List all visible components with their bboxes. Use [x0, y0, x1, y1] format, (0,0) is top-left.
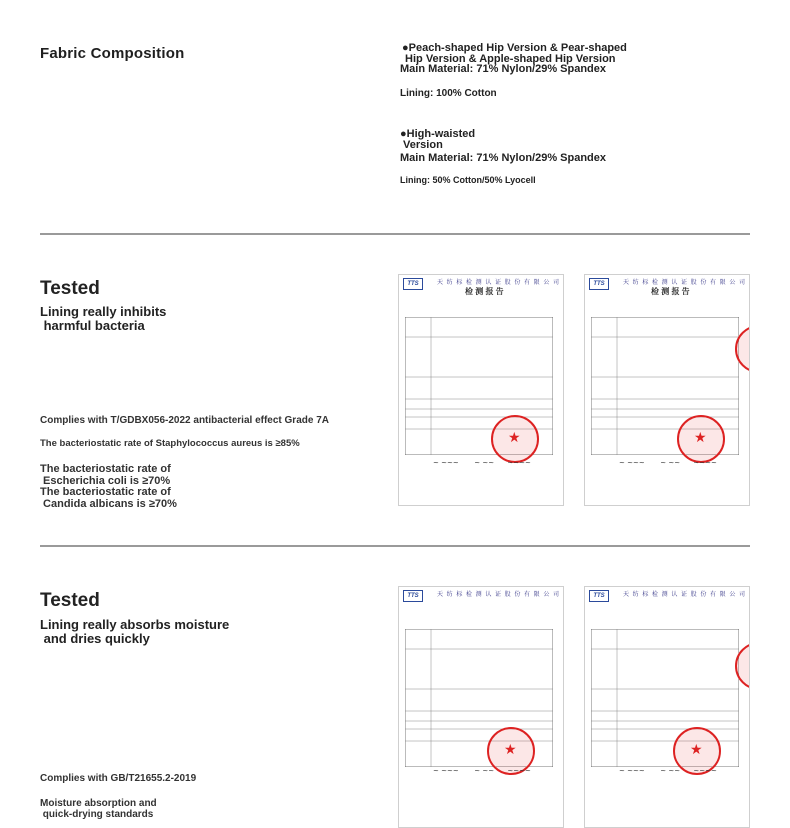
report-logo: TTS [589, 278, 609, 290]
report-organization: 天 纺 标 检 测 认 证 股 份 有 限 公 司 [623, 592, 747, 598]
report-logo: TTS [403, 590, 423, 602]
report-organization: 天 纺 标 检 测 认 证 股 份 有 限 公 司 [437, 592, 561, 598]
composition-bullet-hip-versions-cont: Hip Version & Apple-shaped Hip Version [402, 53, 616, 65]
antibacterial-standard: Complies with T/GDBX056-2022 antibacterial effect Grade 7A [40, 415, 329, 426]
report-title: 检 测 报 告 [651, 287, 690, 296]
red-seal-stamp: ★ [677, 415, 725, 463]
report-organization: 天 纺 标 检 测 认 证 股 份 有 限 公 司 [623, 280, 747, 286]
composition-lining-1: Lining: 100% Cotton [400, 88, 497, 99]
red-seal-stamp: ★ [673, 727, 721, 775]
composition-lining-2: Lining: 50% Cotton/50% Lyocell [400, 175, 536, 185]
test-report-image [398, 274, 564, 506]
report-organization: 天 纺 标 检 测 认 证 股 份 有 限 公 司 [437, 280, 561, 286]
test-report-image [398, 586, 564, 828]
red-seal-stamp: ★ [487, 727, 535, 775]
signature: ~ ~~~ ~ ~~ ~~~~ [619, 459, 717, 467]
moisture-standard: Complies with GB/T21655.2-2019 [40, 773, 197, 784]
composition-bullet-high-waisted-cont: Version [400, 139, 443, 151]
moisture-note: Moisture absorption and quick-drying standards [40, 798, 157, 820]
report-title: 检 测 报 告 [465, 287, 504, 296]
test-report-image [584, 274, 750, 506]
composition-bullet-hip-versions: ●Peach-shaped Hip Version & Pear-shaped [402, 42, 627, 54]
composition-main-material-1: Main Material: 71% Nylon/29% Spandex [400, 63, 607, 75]
report-logo: TTS [403, 278, 423, 290]
signature: ~ ~~~ ~ ~~ ~~~~ [433, 459, 531, 467]
tested-heading-moisture: Tested [40, 590, 100, 611]
composition-bullet-high-waisted: ●High-waisted [400, 128, 476, 140]
signature: ~ ~~~ ~ ~~ ~~~~ [619, 767, 717, 775]
red-seal-stamp: ★ [491, 415, 539, 463]
staphylococcus-rate: The bacteriostatic rate of Staphylococcus aureus is ≥85% [40, 438, 300, 449]
test-report-image [584, 586, 750, 828]
tested-heading-antibacterial: Tested [40, 278, 100, 299]
section-divider [40, 233, 750, 235]
bacteriostatic-rates: The bacteriostatic rate of Escherichia coli is ≥70% The bacteriostatic rate of Candida albicans is ≥70% [40, 463, 177, 510]
composition-main-material-2: Main Material: 71% Nylon/29% Spandex [400, 152, 607, 164]
antibacterial-subtitle: Lining really inhibits harmful bacteria [40, 304, 167, 333]
signature: ~ ~~~ ~ ~~ ~~~~ [433, 767, 531, 775]
report-logo: TTS [589, 590, 609, 602]
section-divider [40, 545, 750, 547]
moisture-subtitle: Lining really absorbs moisture and dries quickly [40, 617, 230, 646]
fabric-composition-heading: Fabric Composition [40, 45, 185, 62]
